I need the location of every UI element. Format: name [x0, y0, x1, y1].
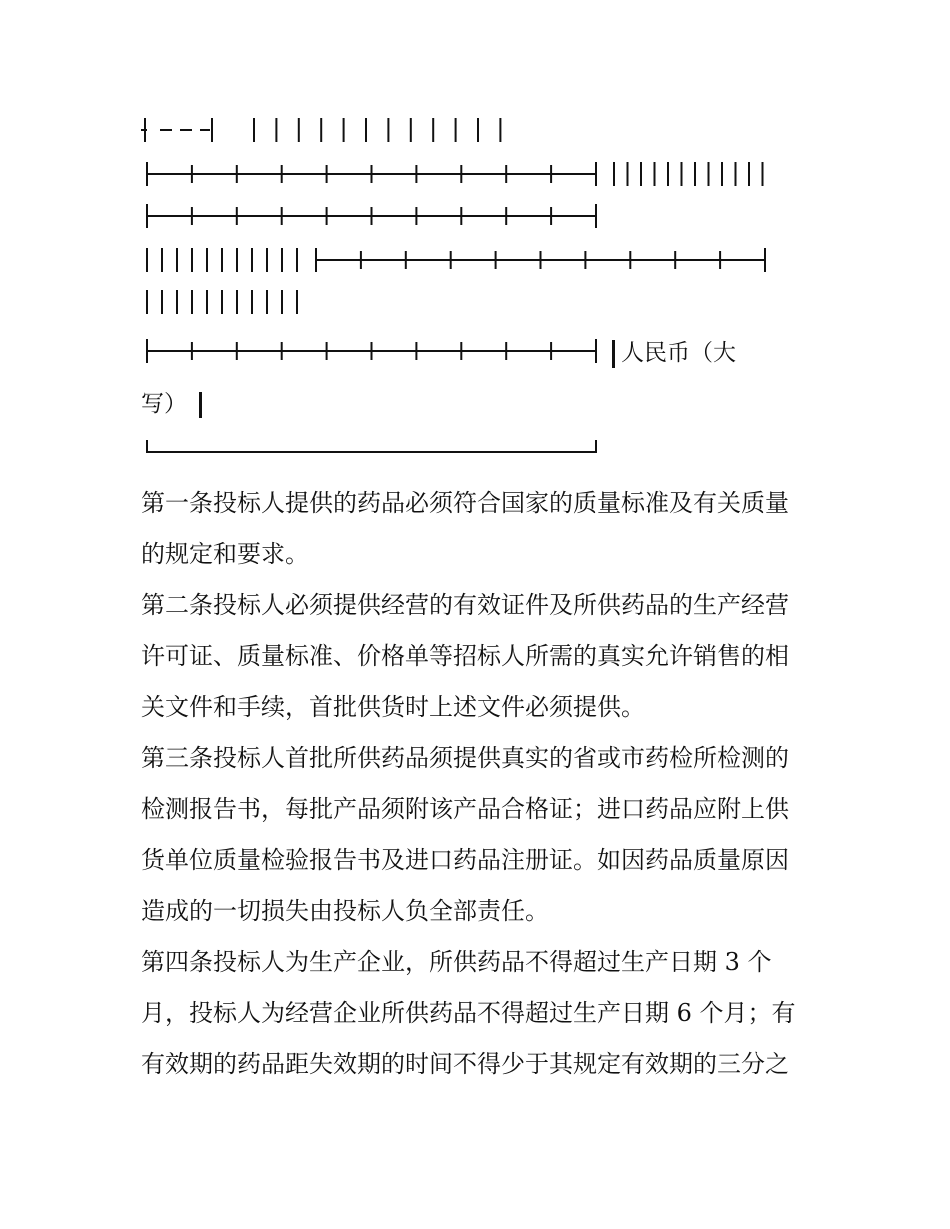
clause-4-line-3: 有效期的药品距失效期的时间不得少于其规定有效期的三分之	[141, 1050, 789, 1078]
clause-1-line-1: 第一条投标人提供的药品必须符合国家的质量标准及有关质量	[141, 489, 789, 517]
clauses-body	[141, 478, 821, 1090]
clause-2-line-3: 关文件和手续，首批供货时上述文件必须提供。	[141, 693, 645, 721]
clause-2-line-2: 许可证、质量标准、价格单等招标人所需的真实允许销售的相	[141, 642, 789, 670]
amount-label-row-1	[612, 337, 736, 369]
clause-3-line-4: 造成的一切损失由投标人负全部责任。	[141, 897, 549, 925]
cell-divider	[199, 392, 202, 418]
cell-divider	[612, 340, 615, 368]
clause-3-line-2: 检测报告书，每批产品须附该产品合格证；进口药品应附上供	[141, 795, 789, 823]
clause-2-line-1: 第二条投标人必须提供经营的有效证件及所供药品的生产经营	[141, 591, 789, 619]
clause-1-line-2: 的规定和要求。	[141, 540, 309, 568]
amount-label-row-2	[141, 388, 202, 420]
clause-4-line-1: 第四条投标人为生产企业，所供药品不得超过生产日期 3 个	[141, 948, 772, 976]
amount-label-start: 人民币（大	[621, 340, 736, 366]
amount-label-end: 写）	[141, 391, 187, 417]
clause-3-line-3: 货单位质量检验报告书及进口药品注册证。如因药品质量原因	[141, 846, 789, 874]
clause-4-line-2: 月，投标人为经营企业所供药品不得超过生产日期 6 个月；有	[141, 999, 796, 1027]
clause-3-line-1: 第三条投标人首批所供药品须提供真实的省或市药检所检测的	[141, 744, 789, 772]
